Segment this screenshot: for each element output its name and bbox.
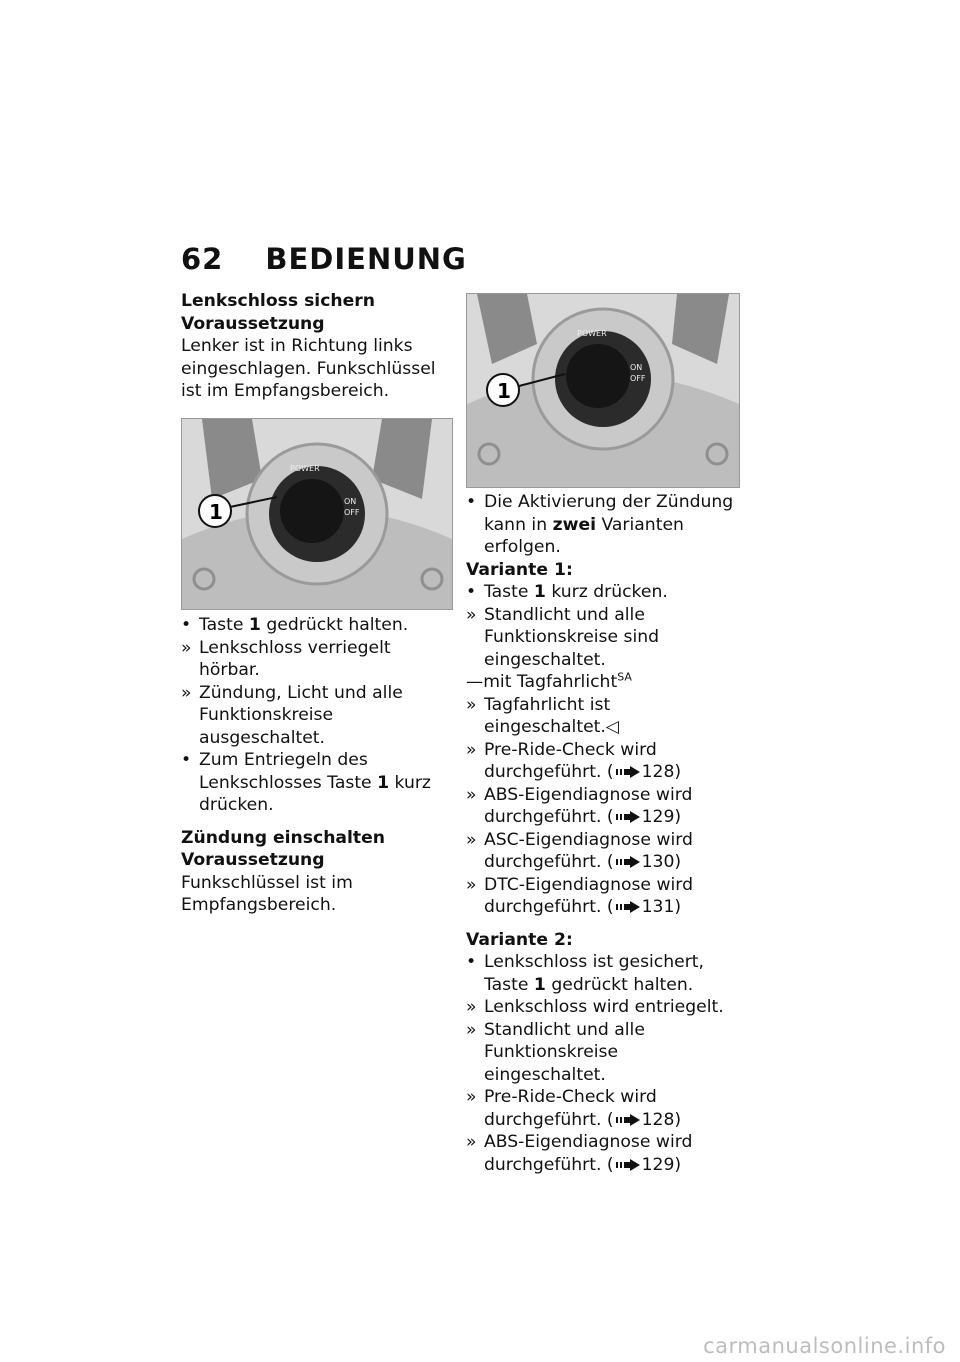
page-ref-arrow-icon xyxy=(616,856,640,868)
result-ignition-off: » Zündung, Licht und alle Funktionskreise ausgeschaltet. xyxy=(181,682,403,748)
left-column xyxy=(181,290,451,403)
off-label: OFF xyxy=(630,374,646,383)
watermark: carmanualsonline.info xyxy=(703,1334,946,1358)
power-ring-label: POWER xyxy=(290,464,320,473)
v1-option-daytime-light: —mit Tagfahrlicht$^{SA}$ xyxy=(466,670,632,692)
ignition-prereq-text: Funkschlüssel ist im Empfangsbereich. xyxy=(181,872,353,915)
v2-step-press: • Lenkschloss ist gesichert, Taste 1 gedrückt halten. xyxy=(466,952,704,995)
ignition-prereq-label: Voraussetzung xyxy=(181,850,325,870)
v1-result-lights: » Standlicht und alle Funktionskreise sind eingeschaltet. xyxy=(466,604,660,670)
bullet-marker: • xyxy=(181,750,192,770)
intro-variants: • Die Aktivierung der Zündung kann in zwei Varianten erfolgen. xyxy=(466,492,734,557)
v1-ref-asc: » ASC-Eigendiagnose wird durchgeführt. ( 130) xyxy=(466,829,693,872)
callout-1-left: 1 xyxy=(209,500,223,524)
section-title: BEDIENUNG xyxy=(265,242,467,276)
v1-ref-preride: » Pre-Ride-Check wird durchgeführt. ( 128) xyxy=(466,739,682,782)
page-ref-link[interactable]: 128 xyxy=(641,1109,675,1130)
page-ref-link[interactable]: 129 xyxy=(641,1154,675,1175)
v2-result-lights: » Standlicht und alle Funktionskreise eingeschaltet. xyxy=(466,1019,645,1085)
variant-1-label: Variante 1: xyxy=(466,559,573,580)
page-number: 62 xyxy=(181,242,224,276)
prereq-text: Lenker ist in Richtung links eingeschlagen. Funkschlüssel ist im Empfangsbereich. xyxy=(181,336,436,401)
bullet-marker: • xyxy=(181,615,192,635)
v2-ref-abs: » ABS-Eigendiagnose wird durchgeführt. ( 129) xyxy=(466,1132,693,1175)
ignition-lock-illustration xyxy=(467,294,739,487)
page-ref-arrow-icon xyxy=(616,766,640,778)
off-label: OFF xyxy=(344,508,360,517)
step-press-hold: • Taste 1 gedrückt halten. xyxy=(181,615,409,635)
result-marker: » xyxy=(181,637,192,658)
page-ref-arrow-icon xyxy=(616,901,640,913)
v2-ref-preride: » Pre-Ride-Check wird durchgeführt. ( 128) xyxy=(466,1087,682,1130)
page-header xyxy=(181,242,467,276)
ignition-lock-photo-right xyxy=(466,293,740,488)
page-ref-link[interactable]: 130 xyxy=(641,852,675,872)
power-ring-label: POWER xyxy=(577,329,607,338)
prereq-label: Voraussetzung xyxy=(181,313,325,334)
v1-step-press: • Taste 1 kurz drücken. xyxy=(466,582,668,602)
lock-title: Lenkschloss sichern xyxy=(181,291,375,311)
result-lock-audible: » Lenkschloss verriegelt hörbar. xyxy=(181,637,391,680)
ignition-lock-illustration xyxy=(182,419,452,609)
callout-1-right: 1 xyxy=(497,379,511,403)
page-ref-arrow-icon xyxy=(616,1114,640,1126)
ignition-lock-photo-left xyxy=(181,418,453,610)
on-label: ON xyxy=(630,363,643,372)
ignition-title: Zündung einschalten xyxy=(181,827,386,848)
page-ref-link[interactable]: 128 xyxy=(641,762,675,782)
v1-ref-abs: » ABS-Eigendiagnose wird durchgeführt. ( 129) xyxy=(466,784,693,827)
on-label: ON xyxy=(344,497,357,506)
page-ref-arrow-icon xyxy=(616,811,640,823)
variant-2-label: Variante 2: xyxy=(466,929,573,950)
left-steps xyxy=(181,614,451,917)
option-superscript: SA xyxy=(617,670,632,684)
v1-result-daytime-light: » Tagfahrlicht ist eingeschaltet.◁ xyxy=(466,694,620,737)
page-ref-link[interactable]: 129 xyxy=(641,807,675,827)
v2-result-unlock: » Lenkschloss wird entriegelt. xyxy=(466,997,724,1017)
result-marker: » xyxy=(181,682,192,703)
right-steps xyxy=(466,491,738,1176)
step-unlock: • Zum Entriegeln des Lenkschlosses Taste 1 kurz drücken. xyxy=(181,750,431,815)
page-ref-arrow-icon xyxy=(616,1159,640,1171)
page-ref-link[interactable]: 131 xyxy=(641,897,675,917)
v1-ref-dtc: » DTC-Eigendiagnose wird durchgeführt. ( 131) xyxy=(466,874,693,917)
